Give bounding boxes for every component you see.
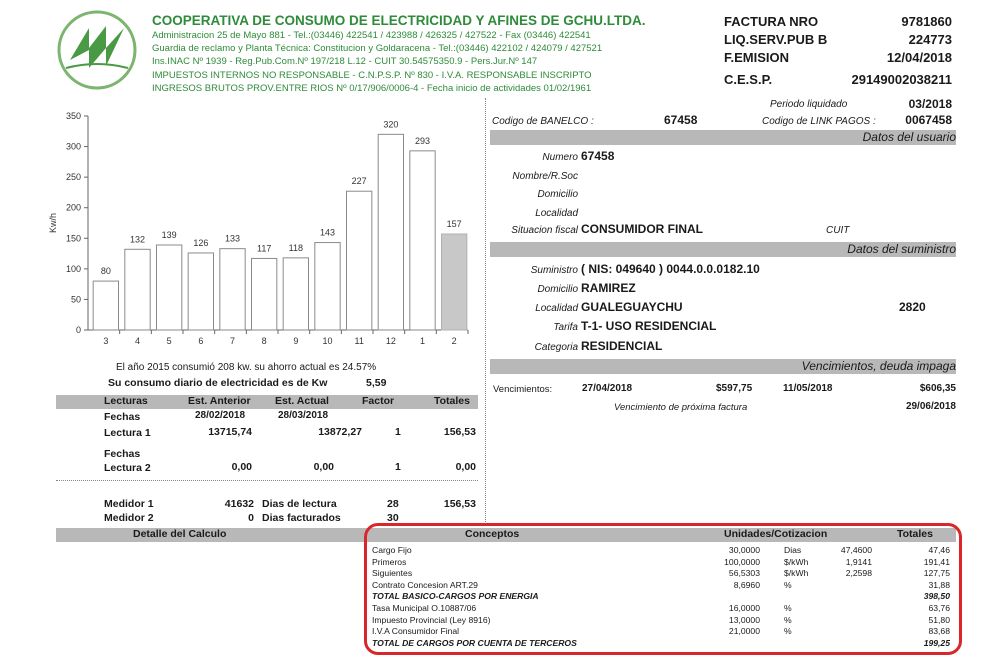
bar-value-label: 126 <box>193 237 209 248</box>
est-anterior-header: Est. Anterior <box>188 395 251 407</box>
categoria-value: RESIDENCIAL <box>581 339 663 353</box>
suministro-domicilio-value: RAMIREZ <box>581 281 636 295</box>
fecha-actual: 28/03/2018 <box>278 410 329 421</box>
bar-9 <box>283 258 308 330</box>
bar-value-label: 157 <box>446 219 462 230</box>
bar-value-label: 143 <box>319 227 336 238</box>
dias-lectura-label: Dias de lectura <box>262 498 337 510</box>
vencimientos-label: Vencimientos: <box>493 384 553 395</box>
bar-12 <box>378 134 403 330</box>
consumo-diario-label: Su consumo diario de electricidad es de Kw <box>108 377 328 389</box>
factor-header: Factor <box>362 395 395 407</box>
consumption-chart <box>44 106 474 352</box>
medidor-1-value: 41632 <box>224 498 254 510</box>
cesp-value: 29149002038211 <box>851 72 952 87</box>
emision-label: F.EMISION <box>724 50 790 65</box>
x-tick-label: 3 <box>103 336 109 346</box>
tarifa-label: Tarifa <box>553 322 578 333</box>
x-tick-label: 6 <box>198 336 204 346</box>
bar-value-label: 80 <box>100 266 111 277</box>
fechas-label: Fechas <box>104 411 141 423</box>
highlight-box <box>364 523 962 655</box>
dias-facturados-value: 30 <box>387 512 399 524</box>
bar-value-label: 118 <box>288 242 304 253</box>
numero-value: 67458 <box>581 149 615 163</box>
detalle-unidad: Dias <box>784 545 802 555</box>
linkpagos-label: Codigo de LINK PAGOS : <box>762 116 876 127</box>
x-tick-label: 2 <box>451 336 457 346</box>
bar-3 <box>93 281 118 330</box>
suministro-label: Suministro <box>530 265 578 276</box>
medidor-1-label: Medidor 1 <box>104 498 154 510</box>
conceptos-header: Conceptos <box>465 528 520 540</box>
bar-value-label: 320 <box>383 119 399 130</box>
company-line-2: Guardia de reclamo y Planta Técnica: Constitucion y Goldaracena - Tel.:(03446) 422102 / 424079 / 427521 <box>152 43 603 54</box>
lectura-2-anterior: 0,00 <box>231 461 252 473</box>
suministro-localidad-label: Localidad <box>535 303 578 314</box>
x-tick-label: 11 <box>354 336 364 346</box>
liq-label: LIQ.SERV.PUB B <box>724 32 828 47</box>
detalle-total: 63,76 <box>928 602 950 613</box>
detalle-total: 191,41 <box>923 556 950 567</box>
y-tick-label: 250 <box>65 172 81 183</box>
y-tick-label: 300 <box>65 141 81 152</box>
cuit-label: CUIT <box>826 225 850 236</box>
totales-header: Totales <box>434 395 470 407</box>
y-axis-label: Kw/h <box>48 212 58 234</box>
lecturas-header: Lecturas <box>104 395 148 407</box>
bar-10 <box>315 243 340 330</box>
company-line-3: Ins.INAC Nº 1939 - Reg.Pub.Com.Nº 197/218 L.12 - CUIT 30.54575350.9 - Pers.Jur.Nº 147 <box>152 56 538 67</box>
linkpagos-value: 0067458 <box>905 113 952 127</box>
vencimientos-section-title: Vencimientos, deuda impaga <box>801 359 956 373</box>
x-tick-label: 10 <box>322 336 333 346</box>
dias-lectura-value: 28 <box>387 498 399 510</box>
company-logo <box>56 8 138 92</box>
categoria-label: Categoria <box>534 342 578 353</box>
detalle-cantidad: 100,0000 <box>724 556 760 567</box>
lectura-1-actual: 13872,27 <box>318 426 362 438</box>
suministro-localidad-value: GUALEGUAYCHU <box>581 300 683 314</box>
detalle-total: 51,80 <box>928 614 950 625</box>
x-tick-label: 1 <box>419 336 426 346</box>
vencimiento-1-fecha: 27/04/2018 <box>582 383 633 394</box>
y-tick-label: 150 <box>65 233 81 244</box>
detalle-concepto: TOTAL DE CARGOS POR CUENTA DE TERCEROS <box>372 637 577 648</box>
fiscal-label: Situacion fiscal <box>511 225 578 236</box>
detalle-concepto: TOTAL BASICO-CARGOS POR ENERGIA <box>372 591 539 602</box>
bar-value-label: 133 <box>224 233 241 244</box>
numero-label: Numero <box>542 152 578 163</box>
suministro-value: ( NIS: 049640 ) 0044.0.0.0182.10 <box>581 262 760 276</box>
x-tick-label: 9 <box>293 336 299 346</box>
dias-facturados-label: Dias facturados <box>262 512 341 524</box>
detalle-concepto: Primeros <box>372 556 407 567</box>
y-tick-label: 200 <box>65 202 81 213</box>
tarifa-value: T-1- USO RESIDENCIAL <box>581 319 717 333</box>
bar-1 <box>410 151 435 330</box>
detalle-unidad: % <box>784 579 792 590</box>
medidor-2-value: 0 <box>248 512 254 524</box>
bar-value-label: 293 <box>414 135 431 146</box>
fecha-anterior: 28/02/2018 <box>195 410 246 421</box>
bar-value-label: 117 <box>256 243 272 254</box>
totales-detalle-header: Totales <box>897 528 933 540</box>
detalle-precio: 2,2598 <box>845 568 872 579</box>
detalle-precio: 1,9141 <box>845 556 872 567</box>
x-tick-label: 8 <box>261 336 267 346</box>
vencimiento-2-fecha: 11/05/2018 <box>783 383 833 394</box>
detalle-unidad: $/kWh <box>784 568 809 579</box>
detalle-concepto: Contrato Concesion ART.29 <box>372 579 478 590</box>
x-tick-label: 12 <box>385 336 396 346</box>
bar-4 <box>125 249 150 330</box>
detalle-unidad: % <box>784 614 792 625</box>
bar-8 <box>252 258 277 330</box>
consumo-anio-text: El año 2015 consumió 208 kw. su ahorro actual es 24.57% <box>116 362 377 373</box>
detalle-total: 127,75 <box>923 568 950 579</box>
proxima-value: 29/06/2018 <box>905 401 956 412</box>
detalle-unidad: % <box>784 626 792 637</box>
lectura-1-total: 156,53 <box>443 426 476 438</box>
periodo-label: Periodo liquidado <box>770 99 848 110</box>
detalle-unidad: % <box>784 602 792 613</box>
usuario-section-title: Datos del usuario <box>862 130 956 144</box>
fechas-2-label: Fechas <box>104 448 141 460</box>
usuario-domicilio-label: Domicilio <box>537 189 578 200</box>
detalle-total: 398,50 <box>923 591 950 602</box>
bar-value-label: 139 <box>161 230 177 241</box>
detalle-concepto: Tasa Municipal O.10887/06 <box>372 602 477 613</box>
detalle-precio: 47,4600 <box>840 545 872 555</box>
x-tick-label: 7 <box>229 336 236 346</box>
detalle-title: Detalle del Calculo <box>133 528 227 540</box>
detalle-concepto: I.V.A Consumidor Final <box>372 626 460 637</box>
bar-value-label: 227 <box>351 176 367 187</box>
fiscal-value: CONSUMIDOR FINAL <box>581 222 703 236</box>
detalle-concepto: Siguientes <box>372 568 413 579</box>
periodo-value: 03/2018 <box>908 97 952 111</box>
detalle-concepto: Impuesto Provincial (Ley 8916) <box>372 614 491 625</box>
proxima-label: Vencimiento de próxima factura <box>614 402 748 413</box>
detalle-total: 31,88 <box>928 579 950 590</box>
est-actual-header: Est. Actual <box>275 395 329 407</box>
banelco-value: 67458 <box>664 113 698 127</box>
company-line-5: INGRESOS BRUTOS PROV.ENTRE RIOS Nº 0/17/906/0006-4 - Fecha inicio de actividades 01/02/1961 <box>152 83 592 94</box>
bar-6 <box>188 253 213 330</box>
detalle-concepto: Cargo Fijo <box>372 545 412 555</box>
detalle-unidad: $/kWh <box>784 556 809 567</box>
cesp-label: C.E.S.P. <box>724 72 773 87</box>
y-tick-label: 0 <box>75 325 81 335</box>
lectura-2-label: Lectura 2 <box>104 462 151 474</box>
factura-value: 9781860 <box>901 14 952 29</box>
lectura-2-actual: 0,00 <box>313 461 334 473</box>
bar-5 <box>157 245 182 330</box>
lectura-2-factor: 1 <box>395 461 401 473</box>
logo-icon <box>56 8 138 92</box>
bar-11 <box>347 191 372 330</box>
detalle-cantidad: 56,5303 <box>728 568 760 579</box>
detalle-total: 83,68 <box>928 626 950 637</box>
medidor-1-total: 156,53 <box>443 498 476 510</box>
lectura-1-anterior: 13715,74 <box>208 426 252 438</box>
bar-value-label: 132 <box>129 234 146 245</box>
column-divider <box>485 98 486 524</box>
detalle-cantidad: 8,6960 <box>733 579 760 590</box>
detalle-cantidad: 21,0000 <box>728 626 760 637</box>
banelco-label: Codigo de BANELCO : <box>492 116 594 127</box>
medidor-2-label: Medidor 2 <box>104 512 154 524</box>
bar-2 <box>442 234 467 330</box>
detalle-total: 199,25 <box>923 637 950 648</box>
nombre-label: Nombre/R.Soc <box>512 171 578 182</box>
suministro-domicilio-label: Domicilio <box>537 284 578 295</box>
detalle-cantidad: 13,0000 <box>728 614 760 625</box>
emision-value: 12/04/2018 <box>886 50 952 65</box>
liq-value: 224773 <box>908 32 952 47</box>
y-tick-label: 350 <box>65 111 81 121</box>
consumo-diario-value: 5,59 <box>366 377 387 389</box>
detalle-cantidad: 16,0000 <box>728 602 760 613</box>
cp-value: 2820 <box>899 300 926 314</box>
company-line-4: IMPUESTOS INTERNOS NO RESPONSABLE - C.N.P.S.P. Nº 830 - I.V.A. RESPONSABLE INSCRIPTO <box>152 70 592 81</box>
y-tick-label: 50 <box>70 294 81 305</box>
lectura-1-label: Lectura 1 <box>104 427 151 439</box>
x-tick-label: 4 <box>134 336 141 346</box>
lectura-2-total: 0,00 <box>455 461 476 473</box>
lectura-1-factor: 1 <box>395 426 401 438</box>
usuario-localidad-label: Localidad <box>535 208 578 219</box>
company-name: COOPERATIVA DE CONSUMO DE ELECTRICIDAD Y AFINES DE GCHU.LTDA. <box>152 13 646 28</box>
y-tick-label: 100 <box>65 263 81 274</box>
company-line-1: Administracion 25 de Mayo 881 - Tel.:(03446) 422541 / 423988 / 426325 / 427522 - Fax (03446) 422541 <box>152 30 591 41</box>
x-tick-label: 5 <box>166 336 172 346</box>
unidades-header: Unidades/Cotizacion <box>724 528 828 540</box>
vencimiento-1-monto: $597,75 <box>716 383 753 394</box>
bar-7 <box>220 249 245 330</box>
vencimiento-2-monto: $606,35 <box>919 383 956 394</box>
detalle-total: 47,46 <box>928 545 950 555</box>
factura-label: FACTURA NRO <box>724 14 819 29</box>
suministro-section-title: Datos del suministro <box>847 242 956 256</box>
detalle-cantidad: 30,0000 <box>728 545 760 555</box>
lecturas-divider <box>56 480 478 481</box>
